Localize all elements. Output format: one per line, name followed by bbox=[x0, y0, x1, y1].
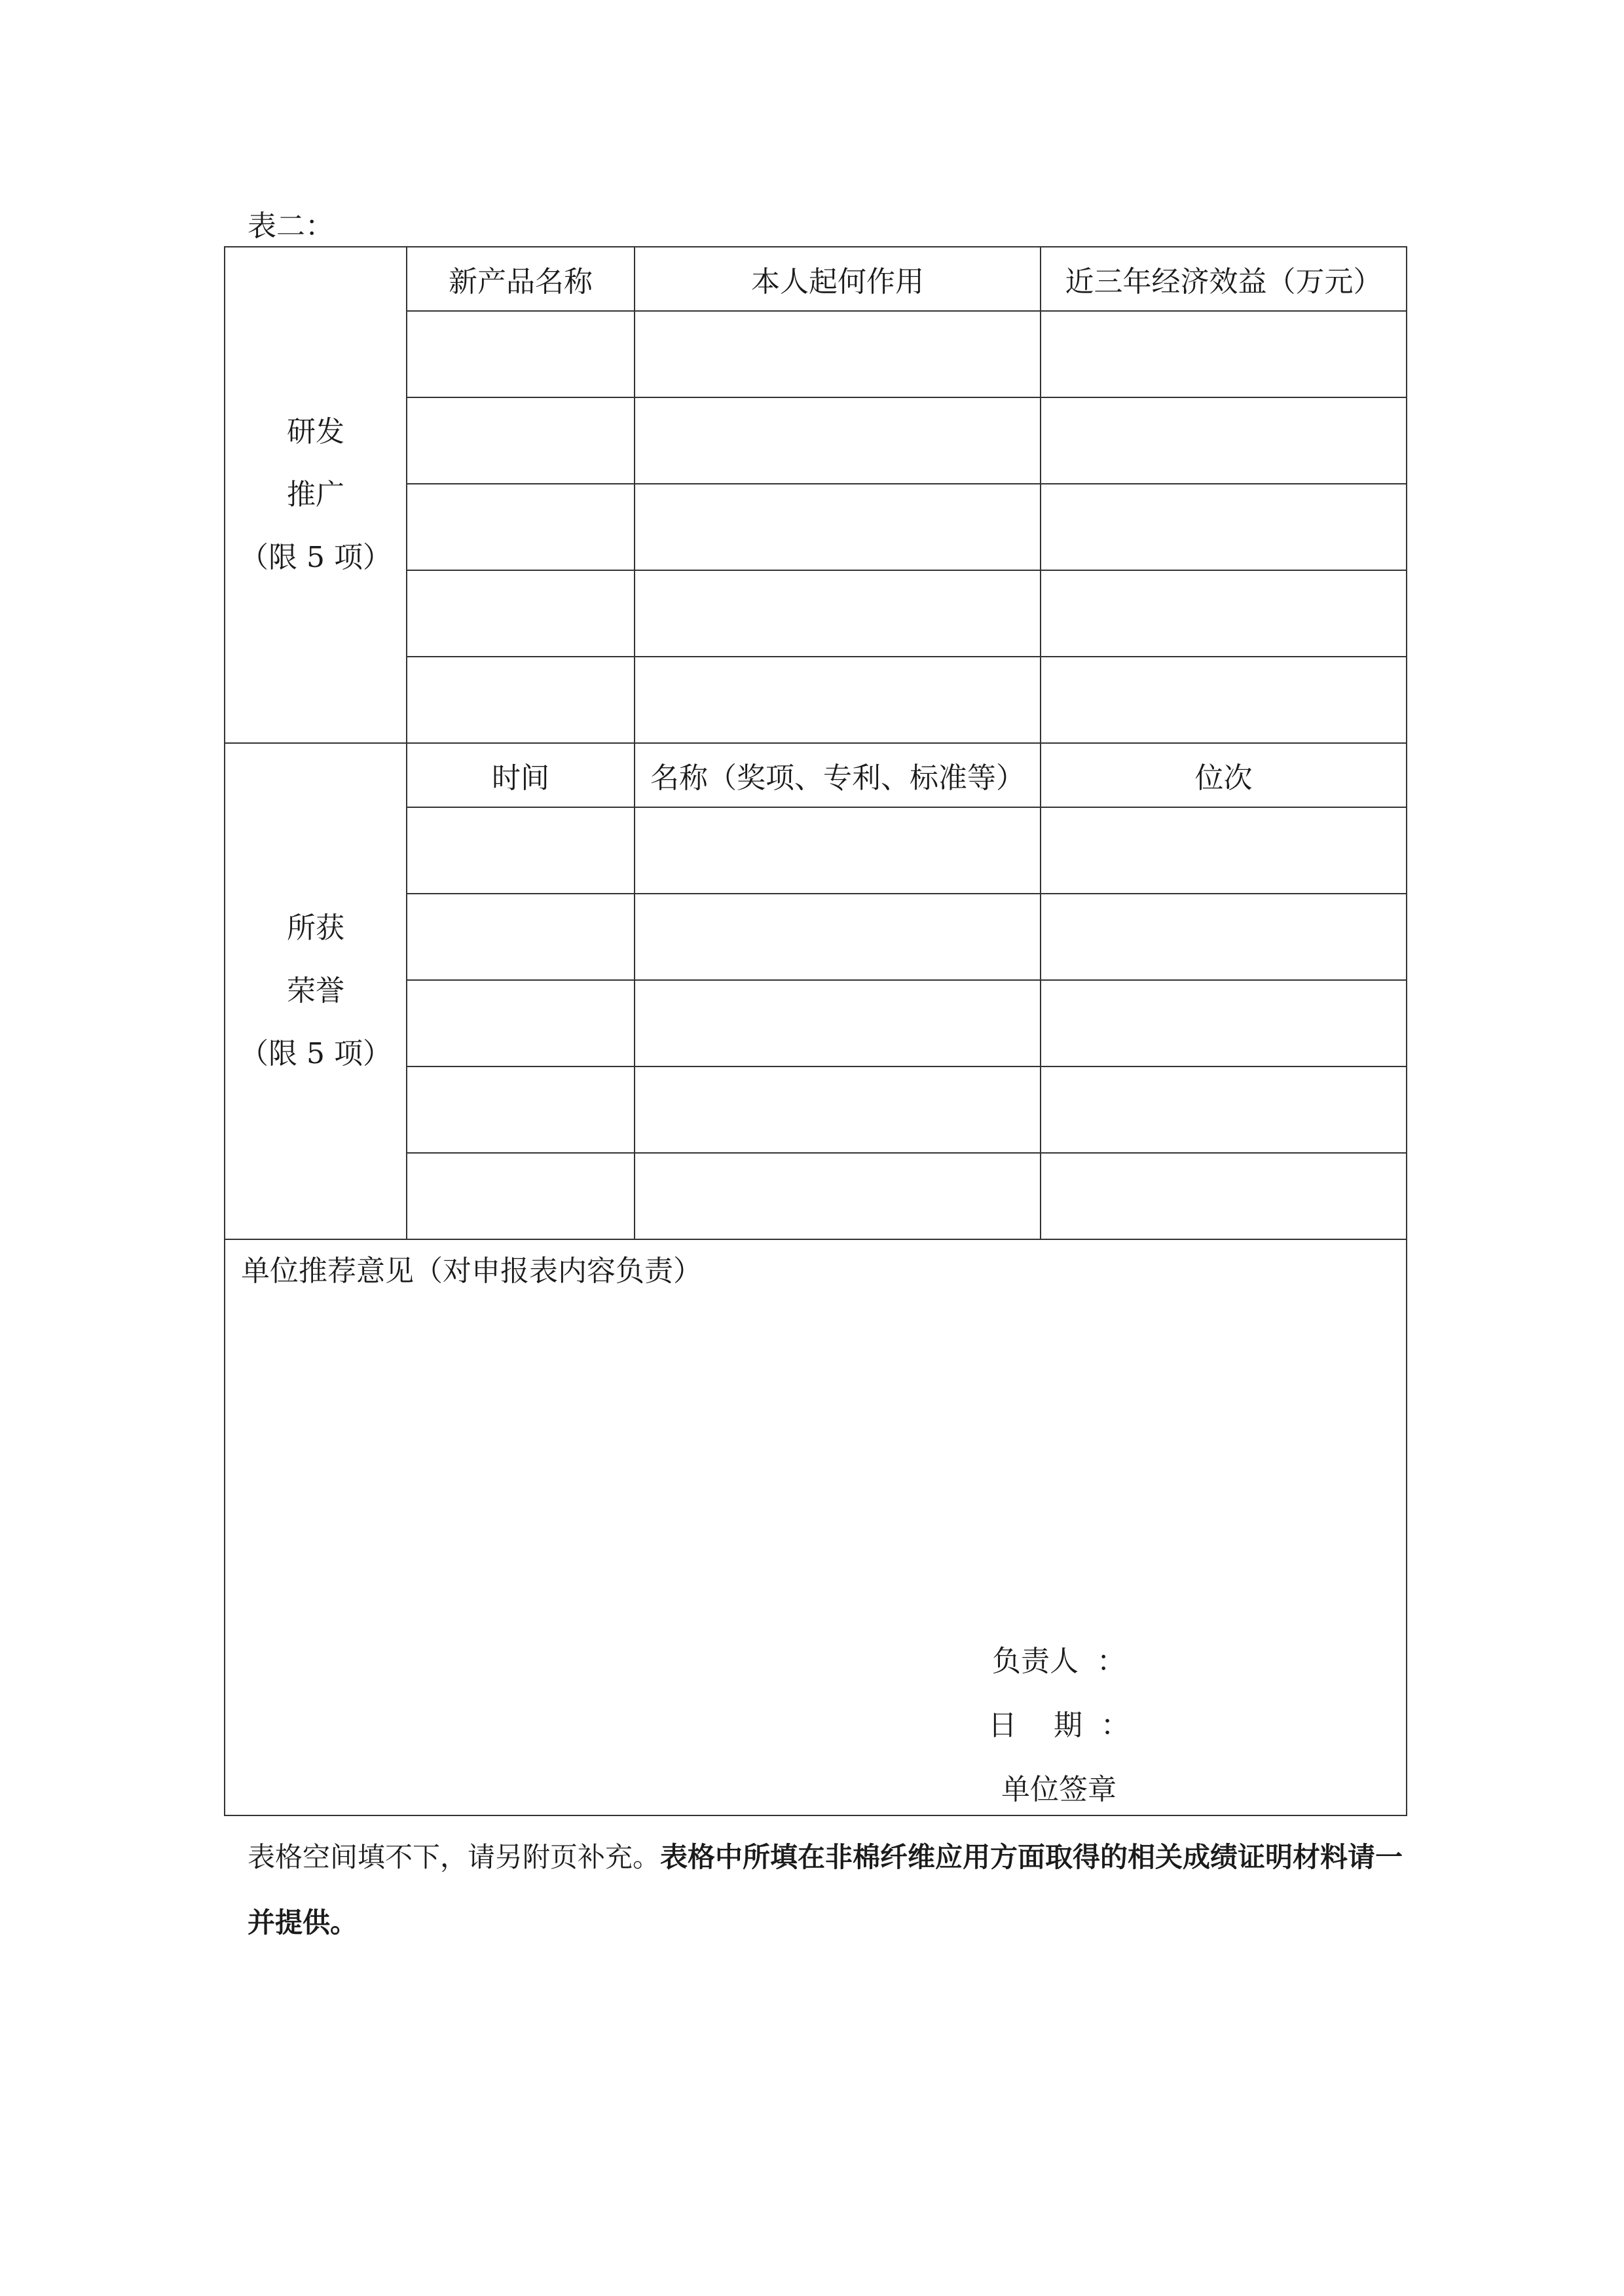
footnote-bold: 表格中所填在非棉纤维应用方面取得的相关成绩证明材料请一并提供。 bbox=[248, 1841, 1403, 1939]
honors-entry-cell[interactable] bbox=[1041, 1066, 1407, 1153]
honors-entry-cell[interactable] bbox=[1041, 894, 1407, 980]
responsible-person-label: 负责人 ： bbox=[991, 1645, 1126, 1678]
honors-entry-cell[interactable] bbox=[635, 1153, 1041, 1239]
honors-entry-cell[interactable] bbox=[407, 1066, 635, 1153]
rd-promotion-entry-cell[interactable] bbox=[635, 397, 1041, 484]
opinion-cell[interactable] bbox=[225, 1239, 1407, 1815]
honors-entry-cell[interactable] bbox=[407, 807, 635, 894]
rd-promotion-entry-cell[interactable] bbox=[1041, 311, 1407, 397]
honors-entry-cell[interactable] bbox=[635, 894, 1041, 980]
honors-entry-cell[interactable] bbox=[1041, 980, 1407, 1066]
honors-entry-cell[interactable] bbox=[635, 1066, 1041, 1153]
honors-section-label-line: （限 5 项） bbox=[240, 1037, 392, 1070]
honors-section-label-line: 荣誉 bbox=[287, 974, 344, 1008]
signature-block bbox=[988, 1630, 1130, 1822]
rd-promotion-entry-cell[interactable] bbox=[635, 657, 1041, 743]
opinion-title: 单位推荐意见（对申报表内容负责） bbox=[241, 1254, 702, 1288]
honors-entry-cell[interactable] bbox=[635, 980, 1041, 1066]
honors-column-header: 时间 bbox=[407, 743, 635, 807]
rd-promotion-header-row bbox=[225, 247, 1407, 311]
rd-promotion-entry-cell[interactable] bbox=[1041, 484, 1407, 570]
rd-promotion-column-header: 新产品名称 bbox=[407, 247, 635, 311]
rd-promotion-section-label-line: 研发 bbox=[287, 415, 344, 448]
honors-column-header: 名称（奖项、专利、标准等） bbox=[635, 743, 1041, 807]
rd-promotion-entry-cell[interactable] bbox=[407, 397, 635, 484]
rd-promotion-column-header: 近三年经济效益（万元） bbox=[1041, 247, 1407, 311]
honors-section-label bbox=[225, 743, 407, 1239]
honors-entry-cell[interactable] bbox=[407, 1153, 635, 1239]
rd-promotion-entry-cell[interactable] bbox=[1041, 657, 1407, 743]
rd-promotion-entry-cell[interactable] bbox=[407, 311, 635, 397]
rd-promotion-section-label-line: （限 5 项） bbox=[240, 541, 392, 574]
application-form-table bbox=[224, 246, 1407, 1816]
honors-entry-cell[interactable] bbox=[407, 894, 635, 980]
footnote-normal: 表格空间填不下，请另附页补充。 bbox=[248, 1841, 661, 1873]
table-caption: 表二： bbox=[248, 210, 334, 243]
rd-promotion-entry-cell[interactable] bbox=[635, 311, 1041, 397]
honors-header-row bbox=[225, 743, 1407, 807]
rd-promotion-section-label-line: 推广 bbox=[287, 478, 344, 511]
honors-entry-cell[interactable] bbox=[635, 807, 1041, 894]
honors-entry-cell[interactable] bbox=[407, 980, 635, 1066]
rd-promotion-entry-cell[interactable] bbox=[407, 657, 635, 743]
opinion-row bbox=[225, 1239, 1407, 1815]
honors-column-header: 位次 bbox=[1041, 743, 1407, 807]
rd-promotion-entry-cell[interactable] bbox=[1041, 570, 1407, 657]
rd-promotion-section-label bbox=[225, 247, 407, 743]
rd-promotion-entry-cell[interactable] bbox=[407, 484, 635, 570]
honors-entry-cell[interactable] bbox=[1041, 1153, 1407, 1239]
rd-promotion-entry-cell[interactable] bbox=[1041, 397, 1407, 484]
rd-promotion-column-header: 本人起何作用 bbox=[635, 247, 1041, 311]
honors-section-label-line: 所获 bbox=[287, 911, 344, 945]
footnote bbox=[248, 1825, 1407, 1956]
rd-promotion-entry-cell[interactable] bbox=[407, 570, 635, 657]
rd-promotion-entry-cell[interactable] bbox=[635, 570, 1041, 657]
date-label: 日 期 ： bbox=[988, 1709, 1130, 1742]
rd-promotion-entry-cell[interactable] bbox=[635, 484, 1041, 570]
honors-entry-cell[interactable] bbox=[1041, 807, 1407, 894]
unit-stamp-label: 单位签章 bbox=[1001, 1773, 1116, 1806]
